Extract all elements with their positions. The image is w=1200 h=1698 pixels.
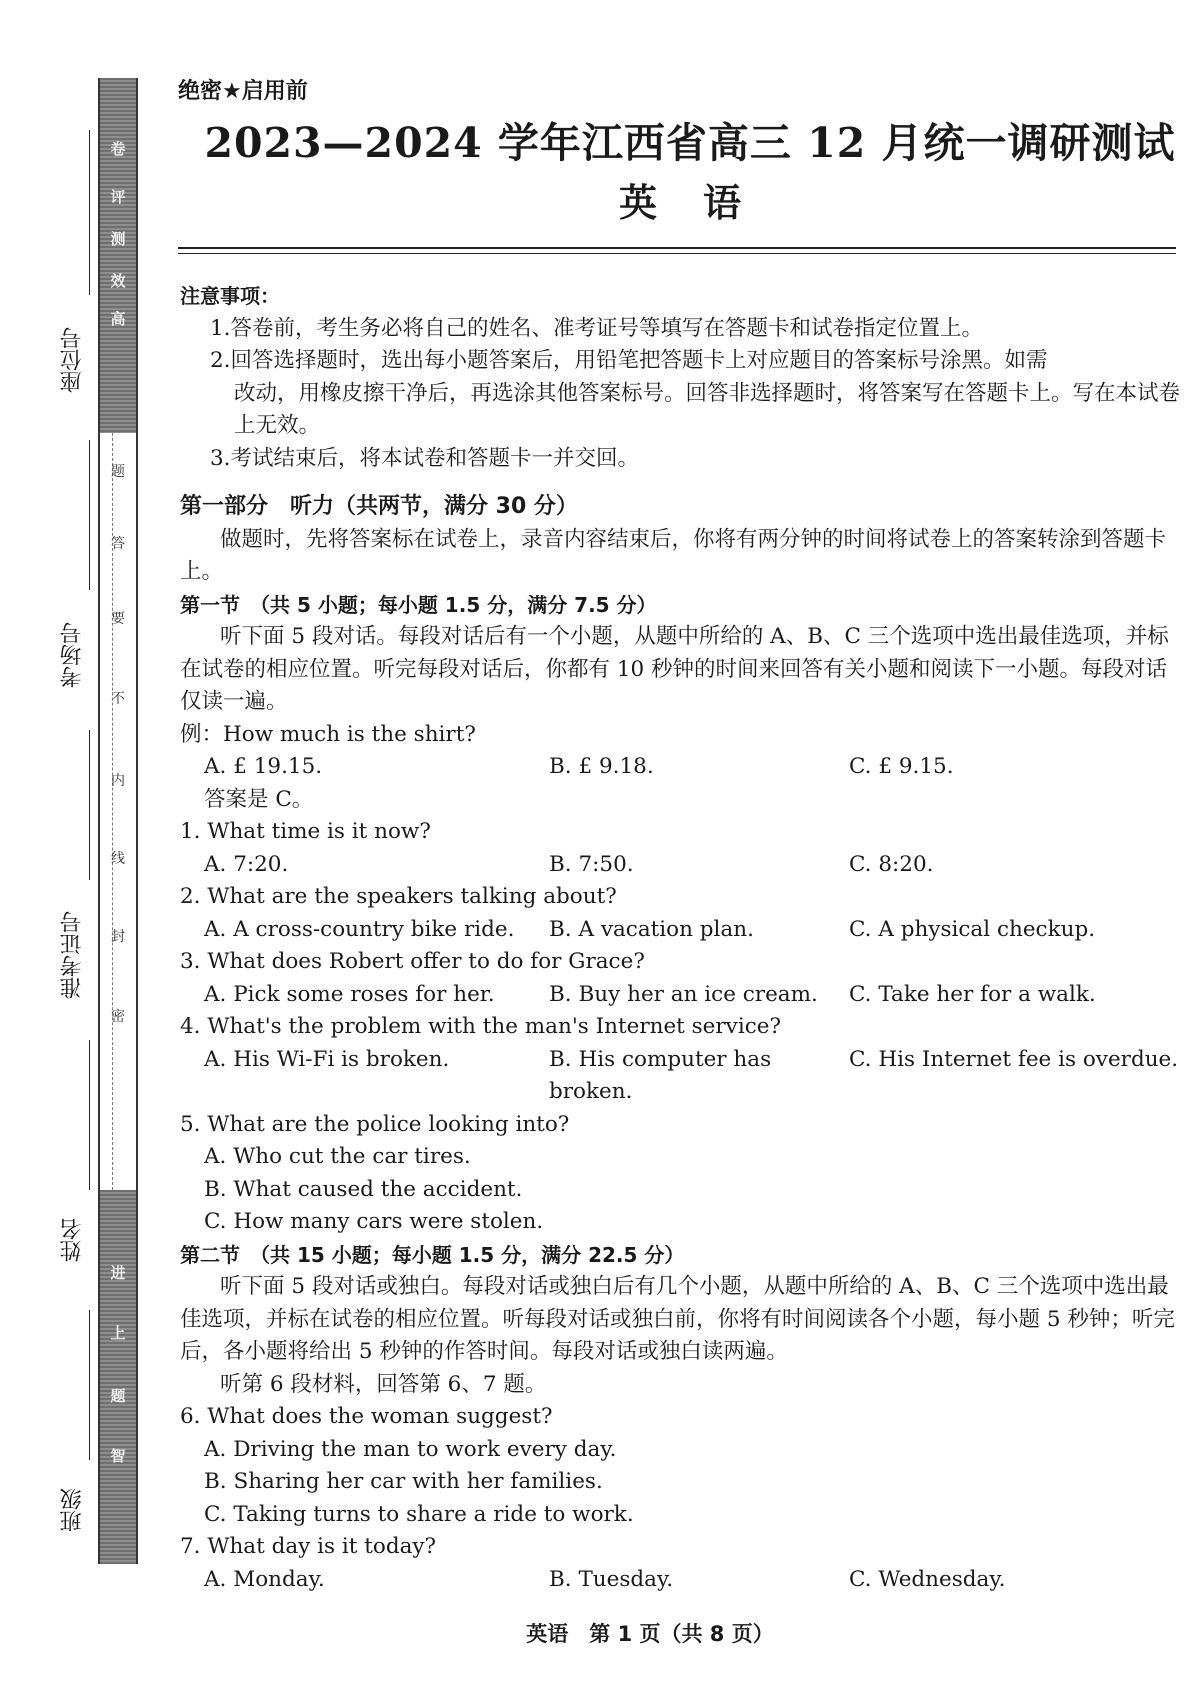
option-b[interactable]: B. Buy her an ice cream.	[549, 981, 818, 1007]
section-two-title: 第二节 （共 15 小题；每小题 1.5 分，满分 22.5 分）	[180, 1242, 685, 1267]
question-5: 5. What are the police looking into?	[180, 1111, 570, 1137]
option-c[interactable]: C. Take her for a walk.	[849, 981, 1096, 1007]
option-c[interactable]: C. 8:20.	[849, 851, 934, 877]
option-a[interactable]: A. His Wi-Fi is broken.	[204, 1046, 450, 1072]
part-one-title: 第一部分 听力（共两节，满分 30 分）	[180, 494, 578, 519]
notice-text-cont: 改动，用橡皮擦干净后，再选涂其他答案标号。回答非选择题时，将答案写在答题卡上。写在本试卷上无效。	[234, 380, 1181, 438]
seal-char: 密	[111, 1009, 125, 1025]
notice-item	[180, 345, 1180, 443]
seat-number-field[interactable]	[55, 130, 95, 430]
notice-text: 答卷前，考生务必将自己的姓名、准考证号等填写在答题卡和试卷指定位置上。	[230, 315, 984, 341]
exam-room-line[interactable]	[89, 440, 90, 590]
student-info-fields	[55, 130, 95, 1550]
option-b[interactable]: B. £ 9.18.	[549, 754, 654, 779]
question-1: 1. What time is it now?	[180, 819, 431, 844]
option-b[interactable]: B. Tuesday.	[549, 1566, 674, 1592]
binding-band-bottom	[100, 1190, 136, 1564]
class-field[interactable]	[55, 1310, 95, 1550]
option-b[interactable]: B. A vacation plan.	[549, 916, 754, 942]
band-char: 卷	[110, 140, 126, 158]
admission-number-line[interactable]	[89, 730, 90, 880]
option-a[interactable]: A. £ 19.15.	[204, 754, 323, 779]
header-rule	[178, 247, 1176, 249]
option-c[interactable]: C. A physical checkup.	[849, 916, 1096, 942]
option-a[interactable]: A. Who cut the car tires.	[204, 1144, 471, 1169]
question-4: 4. What's the problem with the man's Internet service?	[180, 1014, 781, 1039]
notice-item	[180, 443, 1180, 476]
option-b[interactable]: B. Sharing her car with her families.	[204, 1469, 603, 1494]
band-char: 上	[110, 1324, 126, 1342]
option-c[interactable]: C. £ 9.15.	[849, 754, 954, 779]
notice-text: 考试结束后，将本试卷和答题卡一并交回。	[230, 445, 640, 471]
option-a[interactable]: A. Monday.	[204, 1566, 325, 1592]
admission-number-field[interactable]	[55, 730, 95, 1030]
option-b[interactable]: B. His computer has broken.	[549, 1046, 772, 1104]
question-1-options	[180, 849, 1180, 882]
option-c[interactable]: C. Taking turns to share a ride to work.	[204, 1501, 634, 1527]
section-two-instructions: 听下面 5 段对话或独白。每段对话或独白后有几个小题，从题中所给的 A、B、C 三个选项中选出最佳选项，并标在试卷的相应位置。听每段对话或独白前，你将有时间阅读各个小题，每小题 5 秒钟；听完后，各小题将给出 5 秒钟的作答时间。每段对话或独白读两遍。	[180, 1274, 1175, 1364]
band-char: 评	[110, 188, 126, 206]
header-rule-thin	[178, 253, 1176, 254]
band-char: 效	[110, 272, 126, 290]
option-b[interactable]: B. What caused the accident.	[204, 1176, 523, 1202]
admission-number-label: 准考证号	[60, 911, 85, 999]
part-one-instructions: 做题时，先将答案标在试卷上，录音内容结束后，你将有两分钟的时间将试卷上的答案转涂到答题卡上。	[180, 526, 1167, 584]
exam-room-field[interactable]	[55, 440, 95, 720]
section-one-instructions: 听下面 5 段对话。每段对话后有一个小题，从题中所给的 A、B、C 三个选项中选出最佳选项，并标在试卷的相应位置。听完每段对话后，你都有 10 秒钟的时间来回答有关小题和阅读下一小题。每段对话仅读一遍。	[180, 624, 1169, 714]
question-6: 6. What does the woman suggest?	[180, 1404, 553, 1429]
class-line[interactable]	[89, 1310, 90, 1460]
notice-number: 2.	[210, 348, 231, 373]
option-b[interactable]: B. 7:50.	[549, 851, 634, 877]
exam-content	[180, 280, 1180, 1596]
question-2-options	[180, 914, 1180, 947]
seal-char: 题	[111, 464, 125, 480]
question-2: 2. What are the speakers talking about?	[180, 884, 617, 909]
band-char: 进	[110, 1264, 126, 1282]
example-question: 例：How much is the shirt?	[180, 721, 476, 747]
option-a[interactable]: A. Driving the man to work every day.	[204, 1436, 617, 1462]
material-note: 听第 6 段材料，回答第 6、7 题。	[220, 1371, 547, 1397]
option-c[interactable]: C. His Internet fee is overdue.	[849, 1046, 1179, 1072]
option-a[interactable]: A. Pick some roses for her.	[204, 981, 495, 1007]
page-footer: 英语 第 1 页（共 8 页）	[526, 1622, 774, 1646]
seal-char: 不	[111, 691, 125, 707]
seal-char: 内	[111, 773, 125, 789]
subject-title: 英语	[618, 181, 787, 225]
question-7-options	[180, 1564, 1180, 1597]
question-4-options	[180, 1044, 1180, 1109]
band-char: 高	[110, 310, 126, 328]
option-c[interactable]: C. Wednesday.	[849, 1566, 1006, 1592]
band-char: 题	[110, 1387, 126, 1405]
question-3-options	[180, 979, 1180, 1012]
seat-number-line[interactable]	[89, 130, 90, 295]
section-one-title: 第一节 （共 5 小题；每小题 1.5 分，满分 7.5 分）	[180, 592, 657, 617]
exam-room-label: 考场号	[60, 622, 85, 688]
example-options	[180, 751, 1180, 784]
example-answer: 答案是 C。	[204, 786, 314, 812]
binding-band-top	[100, 78, 136, 433]
seal-char: 线	[111, 851, 125, 867]
name-label: 姓名	[60, 1218, 85, 1262]
notice-title: 注意事项：	[180, 284, 280, 308]
band-char: 测	[110, 230, 126, 248]
seal-char: 答	[111, 536, 125, 552]
name-field[interactable]	[55, 1040, 95, 1300]
seal-char: 封	[111, 929, 125, 945]
notice-number: 3.	[210, 445, 231, 471]
notice-text: 回答选择题时，选出每小题答案后，用铅笔把答题卡上对应题目的答案标号涂黑。如需	[230, 348, 1048, 373]
notice-item	[180, 313, 1180, 346]
binding-margin	[98, 78, 138, 1564]
option-a[interactable]: A. A cross-country bike ride.	[204, 916, 515, 942]
option-c[interactable]: C. How many cars were stolen.	[204, 1209, 544, 1234]
notice-number: 1.	[210, 315, 231, 341]
question-7: 7. What day is it today?	[180, 1534, 437, 1559]
band-char: 智	[110, 1447, 126, 1465]
option-a[interactable]: A. 7:20.	[204, 851, 289, 877]
question-3: 3. What does Robert offer to do for Grace?	[180, 949, 645, 974]
seal-char: 要	[111, 611, 125, 627]
confidential-label: 绝密★启用前	[178, 79, 308, 104]
name-line[interactable]	[89, 1040, 90, 1190]
seat-number-label: 座位号	[60, 327, 85, 393]
exam-title: 2023—2024 学年江西省高三 12 月统一调研测试	[204, 119, 1176, 167]
class-label: 班级	[60, 1488, 85, 1532]
